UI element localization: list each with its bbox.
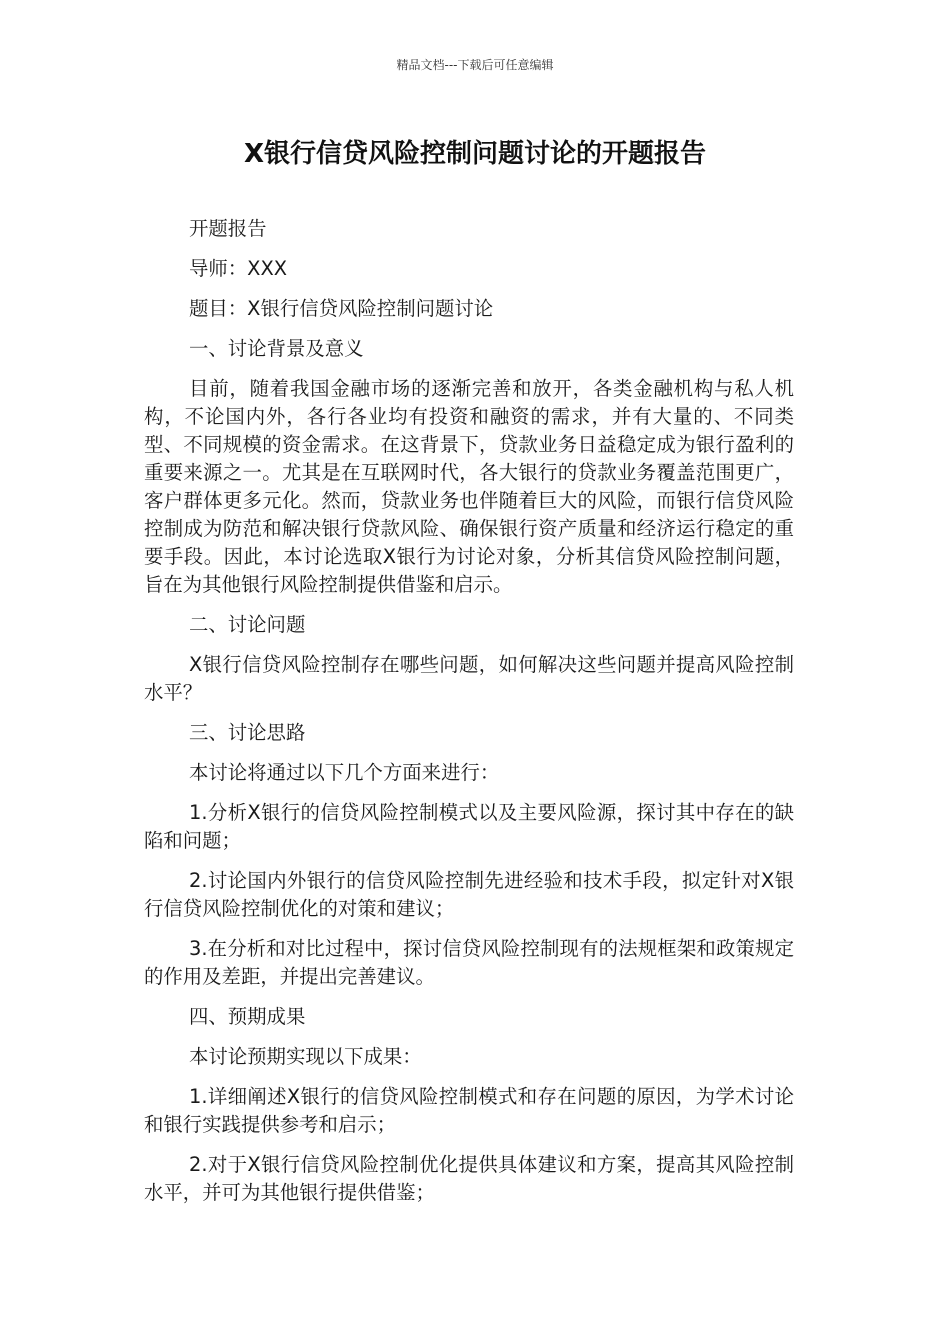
list-item-outcome-1: 1.详细阐述X银行的信贷风险控制模式和存在问题的原因，为学术讨论和银行实践提供参考和启示； bbox=[144, 1085, 794, 1136]
paragraph-background: 目前，随着我国金融市场的逐渐完善和放开，各类金融机构与私人机构，不论国内外，各行各业均有投资和融资的需求，并有大量的、不同类型、不同规模的资金需求。在这背景下，贷款业务日益稳定成为银行盈利的重要来源之一。尤其是在互联网时代，各大银行的贷款业务覆盖范围更广，客户群体更多元化。然而，贷款业务也伴随着巨大的风险，而银行信贷风险控制成为防范和解决银行贷款风险、确保银行资产质量和经济运行稳定的重要手段。因此，本讨论选取X银行为讨论对象，分析其信贷风险控制问题，旨在为其他银行风险控制提供借鉴和启示。 bbox=[144, 377, 794, 596]
paragraph-problem: X银行信贷风险控制存在哪些问题，如何解决这些问题并提高风险控制水平？ bbox=[144, 653, 794, 704]
list-item-approach-1: 1.分析X银行的信贷风险控制模式以及主要风险源，探讨其中存在的缺陷和问题； bbox=[144, 801, 794, 852]
list-item-approach-3: 3.在分析和对比过程中，探讨信贷风险控制现有的法规框架和政策规定的作用及差距，并提出完善建议。 bbox=[144, 937, 794, 988]
list-item-approach-2: 2.讨论国内外银行的信贷风险控制先进经验和技术手段，拟定针对X银行信贷风险控制优化的对策和建议； bbox=[144, 869, 794, 920]
paragraph-approach-intro: 本讨论将通过以下几个方面来进行： bbox=[189, 761, 500, 784]
document-body bbox=[144, 215, 794, 1219]
label-proposal: 开题报告 bbox=[189, 217, 267, 240]
section-heading-outcomes: 四、预期成果 bbox=[189, 1005, 306, 1028]
section-heading-problem: 二、讨论问题 bbox=[189, 613, 306, 636]
section-heading-background: 一、讨论背景及意义 bbox=[189, 337, 364, 360]
paragraph-outcomes-intro: 本讨论预期实现以下成果： bbox=[189, 1045, 422, 1068]
list-item-outcome-2: 2.对于X银行信贷风险控制优化提供具体建议和方案，提高其风险控制水平，并可为其他银行提供借鉴； bbox=[144, 1153, 794, 1204]
label-advisor: 导师：XXX bbox=[189, 257, 288, 280]
section-heading-approach: 三、讨论思路 bbox=[189, 721, 306, 744]
document-title: X银行信贷风险控制问题讨论的开题报告 bbox=[243, 139, 707, 169]
label-topic: 题目：X银行信贷风险控制问题讨论 bbox=[189, 297, 494, 320]
header-note: 精品文档---下载后可任意编辑 bbox=[396, 58, 554, 72]
